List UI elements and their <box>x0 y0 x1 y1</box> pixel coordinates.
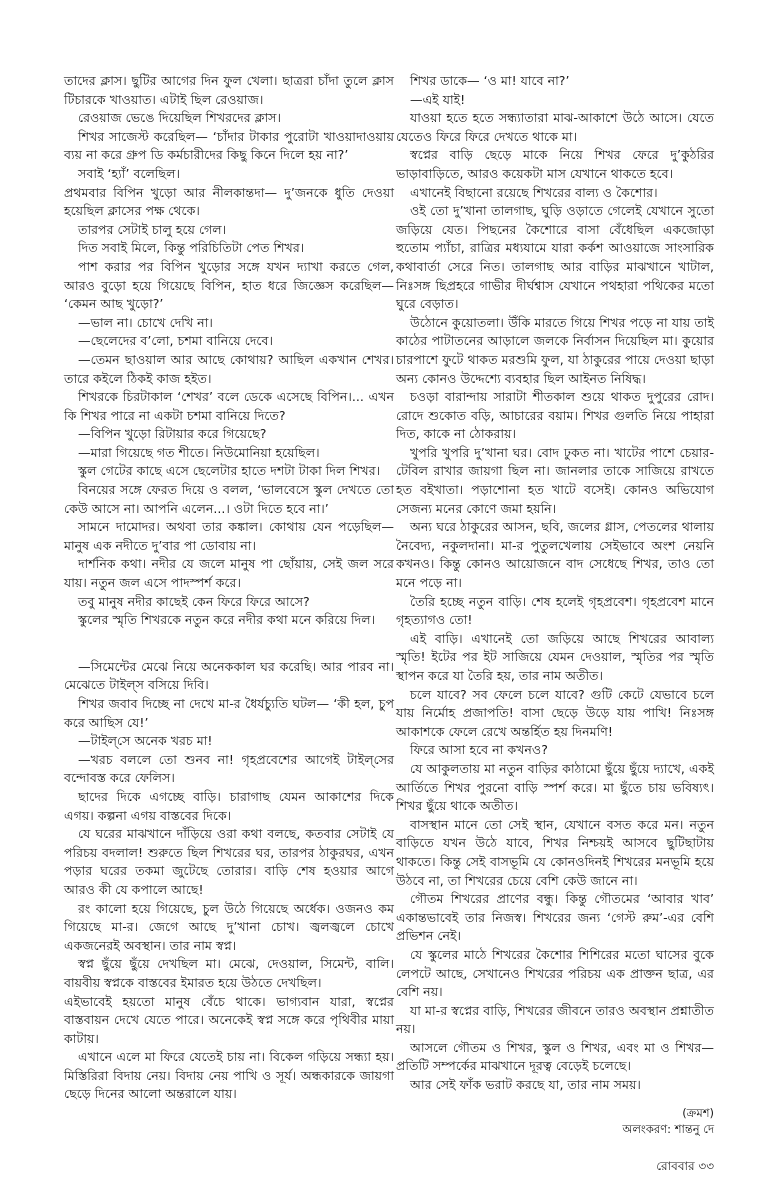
paragraph: চওড়া বারান্দায় সারাটা শীতকাল শুয়ে থাকত দুপুরের রোদ। রোদে শুকোত বড়ি, আচারের বয়াম। শিখর গুলতি নিয়ে পাহারা দিত, কাকে না ঠোকরায়। <box>396 389 714 442</box>
paragraph: উঠোনে কুয়োতলা। উঁকি মারতে গিয়ে শিখর পড়ে না যায় তাই কাঠের পাটাতনের আড়ালে জলকে নির্বাসন দিয়েছিল মা। কুয়োর চারপাশে ফুটে থাকত মরশুমি ফুল, যা ঠাকুরের পায়ে দেওয়া ছাড়া অন্য কোনও উদ্দেশ্যে ব্যবহার ছিল আইনত নিষিদ্ধ। <box>396 314 714 386</box>
paragraph: চলে যাবে? সব ফেলে চলে যাবে? গুটি কেটে যেভাবে চলে যায় নির্মোহ প্রজাপতি! বাসা ছেড়ে উড়ে যায় পাখি! নিঃসঙ্গ আকাশকে ফেলে রেখে অন্তর্হিত হয় দিনমণি! <box>396 686 714 739</box>
paragraph: বিনয়ের সঙ্গে ফেরত দিয়ে ও বলল, ‘ভালবেসে স্কুল দেখতে তো কেউ আসে না। আপনি এলেন...। ওটা দিতে হবে না।’ <box>64 482 394 516</box>
paragraph: স্বপ্নের বাড়ি ছেড়ে মাকে নিয়ে শিখর ফেরে দু’কুঠরির ভাড়াবাড়িতে, আরও কয়েকটা মাস যেখানে থাকতে হবে। <box>396 147 714 181</box>
paragraph: যে স্কুলের মাঠে শিখরের কৈশোর শিশিরের মতো ঘাসের বুকে লেপটে আছে, সেখানেও শিখরের পরিচয় এক প্রাক্তন ছাত্র, এর বেশি নয়। <box>396 946 714 1000</box>
paragraph: যে ঘরের মাঝখানে দাঁড়িয়ে ওরা কথা বলছে, কতবার সেটাই যে পরিচয় বদলাল! শুরুতে ছিল শিখরের ঘর, তারপর ঠাকুরঘর, এখন পড়ার ঘরের তকমা জুটেছে তোরার। বাড়ি শেষ হওয়ার আগে আরও কী যে কপালে আছে! <box>64 826 394 897</box>
illustration-credit: অলংকরণ: শান্তনু দে <box>622 1122 714 1136</box>
paragraph: শিখর সাজেস্ট করেছিল— ‘চাঁদার টাকার পুরোটা খাওয়াদাওয়ায় ব্যয় না করে গ্রুপ ডি কর্মচারীদের কিছু কিনে দিলে হয় না?’ <box>64 128 394 163</box>
paragraph: রেওয়াজ ভেঙে দিয়েছিল শিখরদের ক্লাস। <box>78 110 281 126</box>
paragraph: প্রথমবার বিপিন খুড়ো আর নীলকান্তদা— দু’জনকে ধুতি দেওয়া হয়েছিল ক্লাসের পক্ষ থেকে। <box>64 184 394 219</box>
paragraph: সামনে দামোদর। অথবা তার কঙ্কাল। কোথায় যেন পড়েছিল— মানুষ এক নদীতে দু’বার পা ডোবায় না। <box>64 519 394 553</box>
paragraph: শিখর ডাকে— ‘ও মা! যাবে না?’ <box>410 73 570 88</box>
paragraph: শিখর জবাব দিচ্ছে না দেখে মা-র ধৈর্যচ্যুতি ঘটল— ‘কী হল, চুপ করে আছিস যে!’ <box>64 696 394 730</box>
paragraph: গৌতম শিখরের প্রাণের বন্ধু। কিন্তু গৌতমের ‘আবার খাব’ একান্তভাবেই তার নিজস্ব। শিখরের জন্য ‘গেস্ট রুম’-এর বেশি প্রভিশন নেই। <box>396 891 714 944</box>
paragraph: তারপর সেটাই চালু হয়ে গেল। <box>78 221 227 237</box>
paragraph: —ছেলেদের ব’লো, চশমা বানিয়ে দেবে। <box>78 333 274 349</box>
paragraph: —খরচ বললে তো শুনব না! গৃহপ্রবেশের আগেই টাইল্‌সের বন্দোবস্ত করে ফেলিস। <box>64 751 394 786</box>
paragraph: তাদের ক্লাস। ছুটির আগের দিন ফুল খেলা। ছাত্ররা চাঁদা তুলে ক্লাস টিচারকে খাওয়াত। এটাই ছিল রেওয়াজ। <box>64 73 394 107</box>
right-column <box>396 72 714 1095</box>
paragraph: বাসস্থান মানে তো সেই স্থান, যেখানে বসত করে মন। নতুন বাড়িতে যখন উঠে যাবে, শিখর নিশ্চয়ই আসবে ছুটিছাটায় থাকতে। কিন্তু সেই বাসভূমি যে কোনওদিনই শিখরের মনভূমি হয়ে উঠবে না, তা শিখরের চেয়ে বেশি কেউ জানে না। <box>396 816 714 888</box>
paragraph: রং কালো হয়ে গিয়েছে, চুল উঠে গিয়েছে অর্ধেক। ওজনও কম গিয়েছে মা-র। জেগে আছে দু’খানা চোখ। জ্বলজ্বলে চোখে একজনেরই অবস্থান। তার নাম স্বপ্ন। <box>64 900 394 953</box>
paragraph: —মারা গিয়েছে গত শীতে। নিউমোনিয়া হয়েছিল। <box>78 444 320 460</box>
paragraph: ফিরে আসা হবে না কখনও? <box>410 742 548 758</box>
paragraph: আসলে গৌতম ও শিখর, স্কুল ও শিখর, এবং মা ও শিখর— প্রতিটি সম্পর্কের মাঝখানে দূরত্ব বেড়েই চলেছে। <box>396 1039 714 1074</box>
page-number: রোববার ৩৩ <box>656 1159 714 1173</box>
paragraph: যে আকুলতায় মা নতুন বাড়ির কাঠামো ছুঁয়ে ছুঁয়ে দ্যাখে, একই আর্তিতে শিখর পুরনো বাড়ি স্পর্শ করে। মা ছুঁতে চায় ভবিষ্যৎ। শিখর ছুঁয়ে থাকে অতীত। <box>396 760 714 814</box>
paragraph: —ভাল না। চোখে দেখি না। <box>78 314 213 330</box>
paragraph: আর সেই ফাঁক ভরাট করছে যা, তার নাম সময়। <box>410 1077 641 1093</box>
section-break <box>64 630 394 658</box>
paragraph: শিখরকে চিরটাকাল ‘শেখর’ বলে ডেকে এসেছে বিপিন।... এখন কি শিখর পারে না একটা চশমা বানিয়ে দিতে? <box>64 389 394 423</box>
paragraph: এখানেই বিছানো রয়েছে শিখরের বাল্য ও কৈশোর। <box>410 184 658 200</box>
paragraph: —সিমেন্টের মেঝে নিয়ে অনেককাল ঘর করেছি। আর পারব না। মেঝেতে টাইল্‌স বসিয়ে দিবি। <box>64 658 394 693</box>
paragraph: ছাদের দিকে এগচ্ছে বাড়ি। চারাগাছ যেমন আকাশের দিকে এগয়। কল্পনা এগয় বাস্তবের দিকে। <box>64 788 394 823</box>
paragraph: অন্য ঘরে ঠাকুরের আসন, ছবি, জলের গ্লাস, পেতলের থালায় নৈবেদ্য, নকুলদানা। মা-র পুতুলখেলায় সেইভাবে অংশ নেয়নি কখনও। কিন্তু কোনও আয়োজনে বাদ সেধেছে শিখর, তাও তো মনে পড়ে না। <box>396 519 714 591</box>
paragraph: —বিপিন খুড়ো রিটায়ার করে গিয়েছে? <box>78 426 267 442</box>
continued-label: (ক্রমশ) <box>682 1106 714 1120</box>
paragraph: —টাইল্‌সে অনেক খরচ মা! <box>78 733 213 749</box>
paragraph: সবাই ‘হ্যাঁ’ বলেছিল। <box>78 165 181 181</box>
paragraph: তৈরি হচ্ছে নতুন বাড়ি। শেষ হলেই গৃহপ্রবেশ। গৃহপ্রবেশ মানে গৃহত্যাগও তো! <box>396 593 714 628</box>
paragraph: স্বপ্ন ছুঁয়ে ছুঁয়ে দেখছিল মা। মেঝে, দেওয়াল, সিমেন্ট, বালি। বায়বীয় স্বপ্নকে বাস্তবের ইমারত হয়ে উঠতে দেখছিল। <box>64 956 394 990</box>
paragraph: ওই তো দু’খানা তালগাছ, ঘুড়ি ওড়াতে গেলেই যেখানে সুতো জড়িয়ে যেত। পিছনের কৈশোরে বাসা বেঁধেছিল একজোড়া হুতোম প্যাঁচা, রাত্রির মধ্যযামে যারা কর্কশ আওয়াজে সাংসারিক কথাবার্তা সেরে নিত। তালগাছ আর বাড়ির মাঝখানে খাটাল, নিঃসঙ্গ ছিপ্রহরে গাভীর দীর্ঘশ্বাস যেখানে পথহারা পথিকের মতো ঘুরে বেড়াত। <box>396 203 714 312</box>
paragraph: দিত সবাই মিলে, কিন্তু পরিচিতিটা পেত শিখর। <box>78 240 305 256</box>
paragraph: খুপরি খুপরি দু’খানা ঘর। বোদ ঢুকত না। খাটের পাশে চেয়ার-টেবিল রাখার জায়গা ছিল না। জানলার তাকে সাজিয়ে রাখতে হত বইখাতা। পড়াশোনা হত খাটে বসেই। কোনও অভিযোগ সেজন্য মনের কোণে জমা হয়নি। <box>396 444 714 516</box>
paragraph: দার্শনিক কথা। নদীর যে জলে মানুষ পা ছোঁয়ায়, সেই জল সরে যায়। নতুন জল এসে পাদস্পর্শ করে। <box>64 556 394 591</box>
footer-note <box>622 1105 714 1137</box>
paragraph: —এই যাই! <box>410 91 466 107</box>
paragraph: যাওয়া হতে হতে সন্ধ্যাতারা মাঝ-আকাশে উঠে আসে। যেতে যেতেও ফিরে ফিরে দেখতে থাকে মা। <box>396 110 714 144</box>
left-column <box>64 72 394 1104</box>
paragraph: স্কুলের স্মৃতি শিখরকে নতুন করে নদীর কথা মনে করিয়ে দিল। <box>78 612 376 628</box>
paragraph: —তেমন ছাওয়াল আর আছে কোথায়? আছিল একখান শেখর। তারে কইলে ঠিকই কাজ হইত। <box>64 351 394 386</box>
paragraph: স্কুল গেটের কাছে এসে ছেলেটার হাতে দশটা টাকা দিল শিখর। <box>78 463 381 479</box>
paragraph: এখানে এলে মা ফিরে যেতেই চায় না। বিকেল গড়িয়ে সন্ধ্যা হয়। মিস্তিরিরা বিদায় নেয়। বিদায় নেয় পাখি ও সূর্য। অন্ধকারকে জায়গা ছেড়ে দিনের আলো অন্তরালে যায়। <box>64 1049 394 1102</box>
paragraph: তবু মানুষ নদীর কাছেই কেন ফিরে ফিরে আসে? <box>78 593 310 609</box>
paragraph: এইভাবেই হয়তো মানুষ বেঁচে থাকে। ভাগ্যবান যারা, স্বপ্নের বাস্তবায়ন দেখে যেতে পারে। অনেকেই স্বপ্ন সঙ্গে করে পৃথিবীর মায়া কাটায়। <box>64 993 394 1046</box>
paragraph: এই বাড়ি। এখানেই তো জড়িয়ে আছে শিখরের আবাল্য স্মৃতি! ইটের পর ইট সাজিয়ে যেমন দেওয়াল, স্মৃতির পর স্মৃতি স্থাপন করে যা তৈরি হয়, তার নাম অতীত। <box>396 630 714 683</box>
paragraph: পাশ করার পর বিপিন খুড়োর সঙ্গে যখন দ্যাখা করতে গেল, আরও বুড়ো হয়ে গিয়েছে বিপিন, হাত ধরে জিজ্ঞেস করেছিল— ‘কেমন আছ খুড়ো?’ <box>64 258 394 312</box>
paragraph: যা মা-র স্বপ্নের বাড়ি, শিখরের জীবনে তারও অবস্থান প্রশ্নাতীত নয়। <box>396 1002 714 1037</box>
